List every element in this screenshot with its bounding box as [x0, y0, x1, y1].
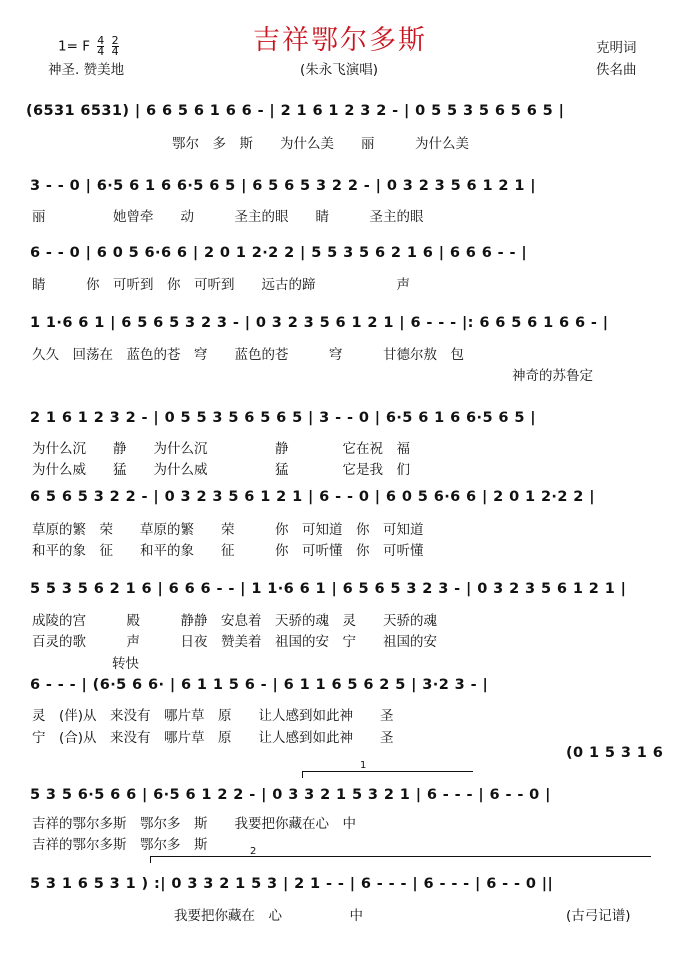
score-row-lyrics: 吉祥的鄂尔多斯 鄂尔多 斯 我要把你藏在心 中 [32, 816, 356, 832]
volta-label-2: 2 [250, 846, 257, 857]
score-row-lyrics: 草原的繁 荣 草原的繁 荣 你 可知道 你 可知道 [32, 522, 424, 538]
transcriber-credit: (古弓记谱) [566, 908, 631, 924]
score-row-lyrics: 成陵的宫 殿 静静 安息着 天骄的魂 灵 天骄的魂 [32, 613, 437, 629]
score-row-notes: 6 5 6 5 3 2 2 - | 0 3 2 3 5 6 1 2 1 | 6 - - 0 | 6 0 5 6·6 6 | 2 0 1 2·2 2 | [30, 489, 595, 505]
volta-bracket-1 [302, 771, 473, 778]
lyricist-credit: 克明词 [596, 40, 637, 56]
score-row-lyrics-verse2: 吉祥的鄂尔多斯 鄂尔多 斯 [32, 837, 208, 853]
score-row-notes: 3 - - 0 | 6·5 6 1 6 6·5 6 5 | 6 5 6 5 3 2 2 - | 0 3 2 3 5 6 1 2 1 | [30, 178, 536, 194]
score-row-notes: 6 - - 0 | 6 0 5 6·6 6 | 2 0 1 2·2 2 | 5 5 3 5 6 2 1 6 | 6 6 6 - - | [30, 245, 528, 261]
composer-credit: 佚名曲 [596, 62, 637, 78]
volta-label-1: 1 [360, 760, 367, 771]
score-row-lyrics-verse2: 宁 (合)从 来没有 哪片草 原 让人感到如此神 圣 [32, 730, 394, 746]
score-row-notes: (6531 6531) | 6 6 5 6 1 6 6 - | 2 1 6 1 2 3 2 - | 0 5 5 3 5 6 5 6 5 | [26, 103, 565, 119]
score-row-notes: 2 1 6 1 2 3 2 - | 0 5 5 3 5 6 5 6 5 | 3 - - 0 | 6·5 6 1 6 6·5 6 5 | [30, 410, 536, 426]
score-row-lyrics: 鄂尔 多 斯 为什么美 丽 为什么美 [172, 136, 469, 152]
time-signature-primary: $\frac{4}{4}$ [97, 34, 105, 58]
pickup-notes: (0 1 5 3 1 6 [566, 745, 664, 761]
style-note: 神圣. 赞美地 [48, 62, 125, 78]
volta-bracket-2 [150, 856, 651, 863]
score-row-notes: 5 5 3 5 6 2 1 6 | 6 6 6 - - | 1 1·6 6 1 | 6 5 6 5 3 2 3 - | 0 3 2 3 5 6 1 2 1 | [30, 581, 627, 597]
key-signature: 1= F [58, 38, 90, 55]
score-row-lyrics: 为什么沉 静 为什么沉 静 它在祝 福 [32, 441, 410, 457]
score-row-lyrics: 灵 (伴)从 来没有 哪片草 原 让人感到如此神 圣 [32, 708, 394, 724]
tempo-annotation: 转快 [112, 656, 139, 672]
score-row-notes: 6 - - - | (6·5 6 6· | 6 1 1 5 6 - | 6 1 1 6 5 6 2 5 | 3·2 3 - | [30, 677, 489, 693]
song-title: 吉祥鄂尔多斯 [253, 25, 427, 56]
score-row-lyrics-verse2: 和平的象 征 和平的象 征 你 可听懂 你 可听懂 [32, 543, 424, 559]
score-row-lyrics-verse2: 百灵的歌 声 日夜 赞美着 祖国的安 宁 祖国的安 [32, 634, 437, 650]
score-row-lyrics-verse2: 神奇的苏鲁定 [512, 368, 593, 384]
score-row-lyrics: 丽 她曾牵 动 圣主的眼 睛 圣主的眼 [32, 209, 424, 225]
score-row-notes: 5 3 1 6 5 3 1 ) :| 0 3 3 2 1 5 3 | 2 1 - - | 6 - - - | 6 - - - | 6 - - 0 || [30, 876, 554, 892]
key-and-time-signature [58, 36, 119, 57]
score-row-lyrics: 久久 回荡在 蓝色的苍 穹 蓝色的苍 穹 甘德尔敖 包 [32, 347, 464, 363]
score-row-lyrics: 我要把你藏在 心 中 [174, 908, 363, 924]
score-row-notes: 1 1·6 6 1 | 6 5 6 5 3 2 3 - | 0 3 2 3 5 6 1 2 1 | 6 - - - |: 6 6 5 6 1 6 6 - | [30, 315, 609, 331]
score-row-lyrics: 睛 你 可听到 你 可听到 远古的蹄 声 [32, 277, 410, 293]
score-row-notes: 5 3 5 6·5 6 6 | 6·5 6 1 2 2 - | 0 3 3 2 1 5 3 2 1 | 6 - - - | 6 - - 0 | [30, 787, 551, 803]
time-signature-secondary: $\frac{2}{4}$ [111, 34, 119, 58]
score-row-lyrics-verse2: 为什么威 猛 为什么威 猛 它是我 们 [32, 462, 410, 478]
performer-credit: (朱永飞演唱) [300, 62, 379, 78]
